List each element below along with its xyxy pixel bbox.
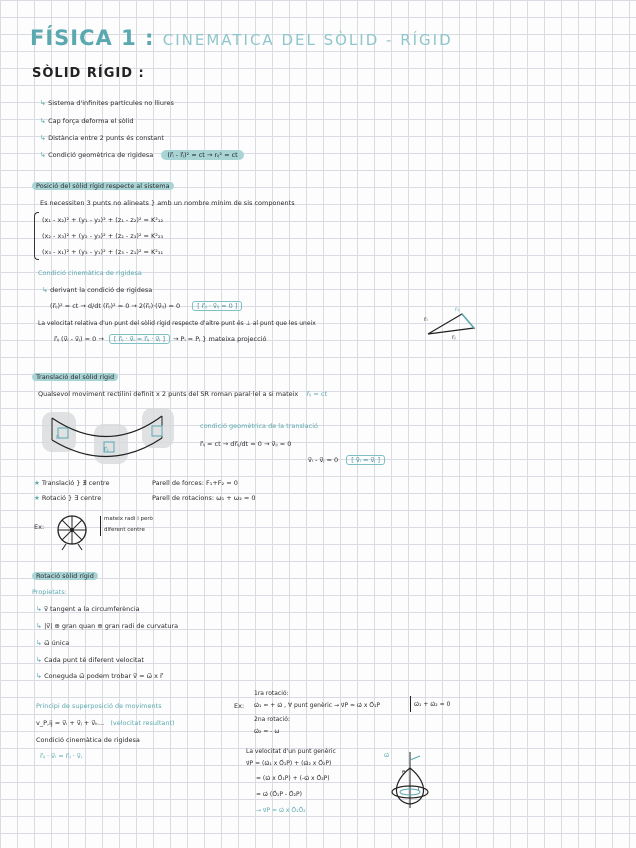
figure-label: rᵢⱼ (455, 306, 460, 313)
figure-label: r⃗ᵢⱼ (104, 446, 109, 453)
page-title (30, 26, 453, 50)
translation-rule: ★ Translació } ∄ centre (34, 479, 110, 487)
equation: (x₁ - x₂)² + (y₁ - y₂)² + (z₁ - z₂)² = K²₁₂ (42, 216, 164, 224)
figure-label: r⃗ᵢ (56, 434, 60, 441)
equation: v_P,ij = v⃗ᵢ + v⃗ⱼ + v⃗ₖ... (velocitat resultant) (36, 719, 175, 727)
section-heading: Condició cinemàtica de rigidesa (38, 269, 142, 277)
equation: r⃗ᵢⱼ (v⃗ᵢ - v⃗ⱼ) = 0 → [ r⃗ᵢⱼ · v⃗ᵢ = r⃗ᵢⱼ · v⃗ⱼ ] → Pᵢ = Pⱼ } mateixa projecció (54, 335, 267, 343)
forces-pair: Parell de forces: F₁+F₂ = 0 (152, 479, 238, 487)
result-box: [ r⃗ᵢⱼ · v⃗ᵢ = r⃗ᵢⱼ · v⃗ⱼ ] (109, 334, 170, 344)
divider (100, 516, 101, 536)
arrow-icon: ↳ (36, 656, 45, 664)
list-item: ↳ derivant la condició de rigidesa (42, 286, 153, 294)
generic-heading: La velocitat d'un punt genèric (246, 748, 336, 755)
figure-label: ω⃗ (384, 752, 390, 759)
figure-label: rⱼ (452, 334, 456, 341)
arrow-icon: ↳ (42, 286, 51, 294)
result-box: [ v⃗ᵢ = v⃗ⱼ ] (346, 455, 385, 465)
superposition-heading: Principi de superposició de moviments (36, 702, 162, 710)
equation: r⃗ᵢⱼ = ct → dr⃗ᵢⱼ/dt = 0 → v⃗ᵢⱼ = 0 (200, 440, 292, 448)
arrow-icon: ↳ (40, 151, 49, 159)
rotation-rule: ★ Rotació } ∃ centre (34, 494, 102, 502)
list-item: ↳ v⃗ tangent a la circumferència (36, 605, 140, 613)
equation: (r⃗ᵢⱼ)² = ct → d/dt (r⃗ᵢⱼ)² = 0 → 2(r⃗ᵢⱼ)·(v⃗ᵢⱼ) = 0 [ r⃗ᵢⱼ · v⃗ᵢⱼ = 0 ] (50, 302, 242, 310)
equation: → v⃗P = ω⃗ x O⃗₁O⃗₂ (256, 807, 306, 814)
figure-label: r (418, 786, 421, 792)
equation: ω⃗₂ = - ω (254, 728, 280, 735)
list-item: ↳ Cap força deforma el sòlid (40, 117, 134, 125)
translation-intro: Qualsevol moviment rectilini definit x 2 punts del SR roman paral·lel a si mateix r⃗ᵢⱼ = ct (38, 390, 328, 398)
triangle-figure (420, 300, 480, 348)
equation: ω⃗₁ = + ω⃗ , ∀ punt genèric → v⃗P = ω⃗ x O⃗₁P (254, 702, 381, 709)
position-intro: Es necessiten 3 punts no alineats } amb un nombre mínim de sis components (40, 199, 295, 207)
equation: v⃗P = (ω⃗₁ x O⃗₁P) + (ω⃗₂ x O⃗₂P) (246, 760, 332, 767)
rotations-pair: Parell de rotacions: ω₁ + ω₂ = 0 (152, 494, 256, 502)
title-rest: CINEMATICA DEL SÒLID - RÍGID (162, 31, 453, 49)
section-heading: Translació del sòlid rígid (32, 373, 118, 381)
list-item: ↳ Sistema d'infinites partícules no lliures (40, 99, 174, 107)
list-item: ↳ Cada punt té diferent velocitat (36, 656, 144, 664)
example-note: diferent centre (104, 527, 145, 533)
rigidity-formula: (r⃗ᵢ - r⃗ⱼ)² = ct → rᵢⱼ² = ct (161, 150, 243, 160)
result-box: [ r⃗ᵢⱼ · v⃗ᵢⱼ = 0 ] (192, 301, 242, 311)
rotation-step: 2na rotació: (254, 716, 290, 723)
list-item: ↳ |v⃗| ⊕ gran quan ⊕ gran radi de curvatura (36, 622, 179, 630)
list-item: ↳ ω⃗ única (36, 639, 70, 647)
equation: v⃗ᵢ - v⃗ⱼ = 0 [ v⃗ᵢ = v⃗ⱼ ] (308, 456, 385, 464)
list-item: ↳ Distància entre 2 punts és constant (40, 134, 164, 142)
equation: r⃗ᵢⱼ · v⃗ᵢ = r⃗ᵢⱼ · v⃗ⱼ (40, 752, 82, 760)
result: ω⃗₁ + ω⃗₂ = 0 (414, 701, 451, 708)
arrow-icon: ↳ (40, 117, 49, 125)
list-item: ↳ Coneguda ω⃗ podem trobar v⃗ = ω⃗ x r⃗ (36, 672, 163, 680)
title-prefix: FÍSICA 1 : (30, 26, 155, 50)
arrow-icon: ↳ (36, 605, 45, 613)
example-label: Ex: (34, 523, 45, 531)
section-heading: Posició del sòlid rígid respecte al sistema (32, 182, 174, 190)
props-heading: Propietats: (32, 588, 67, 596)
equation: (x₃ - x₁)² + (y₃ - y₁)² + (z₃ - z₁)² = K²₃₁ (42, 248, 164, 256)
arrow-icon: ↳ (36, 622, 45, 630)
condition-heading: Condició cinemàtica de rigidesa (36, 736, 140, 744)
equation: = ω⃗ (O⃗₁P - O⃗₂P) (256, 791, 303, 798)
rotation-step: 1ra rotació: (254, 690, 289, 697)
figure-label: rᵢ (424, 316, 428, 323)
example-note: mateix radi i però (104, 516, 153, 522)
arrow-icon: ↳ (36, 639, 45, 647)
arrow-icon: ↳ (40, 99, 49, 107)
arrow-icon: ↳ (36, 672, 45, 680)
relative-velocity-text: La velocitat relativa d'un punt del sòlid rígid respecte d'altre punt és ⊥ al punt que les uneix (38, 320, 316, 327)
list-item: ↳ Condició geomètrica de rigidesa (r⃗ᵢ - r⃗ⱼ)² = ct → rᵢⱼ² = ct (40, 151, 244, 159)
figure-label: θ (402, 770, 406, 776)
equation: = (ω⃗ x O⃗₁P) + (-ω⃗ x O⃗₂P) (256, 775, 330, 782)
example-label: Ex: (234, 702, 245, 710)
divider (410, 696, 411, 712)
section-heading: Rotació sòlid rígid (32, 572, 98, 580)
equation: (x₂ - x₃)² + (y₂ - y₃)² + (z₂ - z₃)² = K²₂₃ (42, 232, 164, 240)
arrow-icon: ↳ (40, 134, 49, 142)
brace (34, 212, 39, 260)
wheel-icon (52, 512, 92, 552)
solid-heading: SÒLID RÍGID : (32, 66, 145, 81)
geo-heading: condició geomètrica de la translació (200, 422, 319, 430)
